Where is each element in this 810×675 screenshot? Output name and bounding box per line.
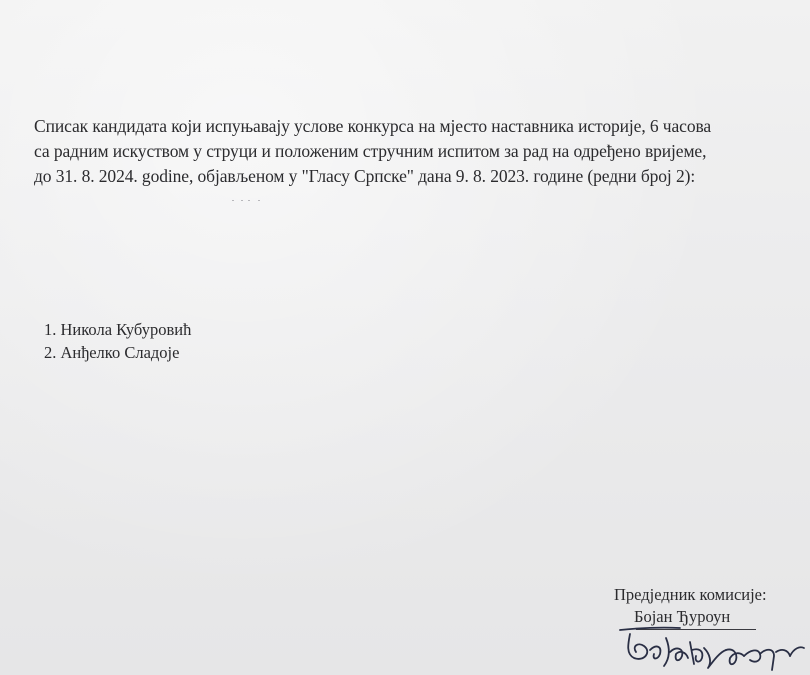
signatory-title: Предједник комисије:: [614, 585, 767, 604]
list-item: 1. Никола Кубуровић: [44, 320, 192, 339]
paper-specks: [232, 199, 262, 203]
signatory-name: Бојан Ђуроун: [634, 607, 731, 626]
intro-line-3: до 31. 8. 2024. godine, објављеном у "Гласу Српске" дана 9. 8. 2023. године (редни број 2):: [34, 166, 696, 186]
handwritten-signature: [600, 608, 808, 675]
intro-line-1: Списак кандидата који испуњавају услове конкурса на мјесто наставника историје, 6 часова: [34, 116, 712, 136]
candidate-list-intro: [34, 114, 804, 189]
intro-line-2: са радним искуством у струци и положеним стручним испитом за рад на одређено вријеме,: [34, 141, 707, 161]
list-item: 2. Анђелко Сладоје: [44, 343, 180, 362]
candidate-list: [44, 318, 191, 364]
